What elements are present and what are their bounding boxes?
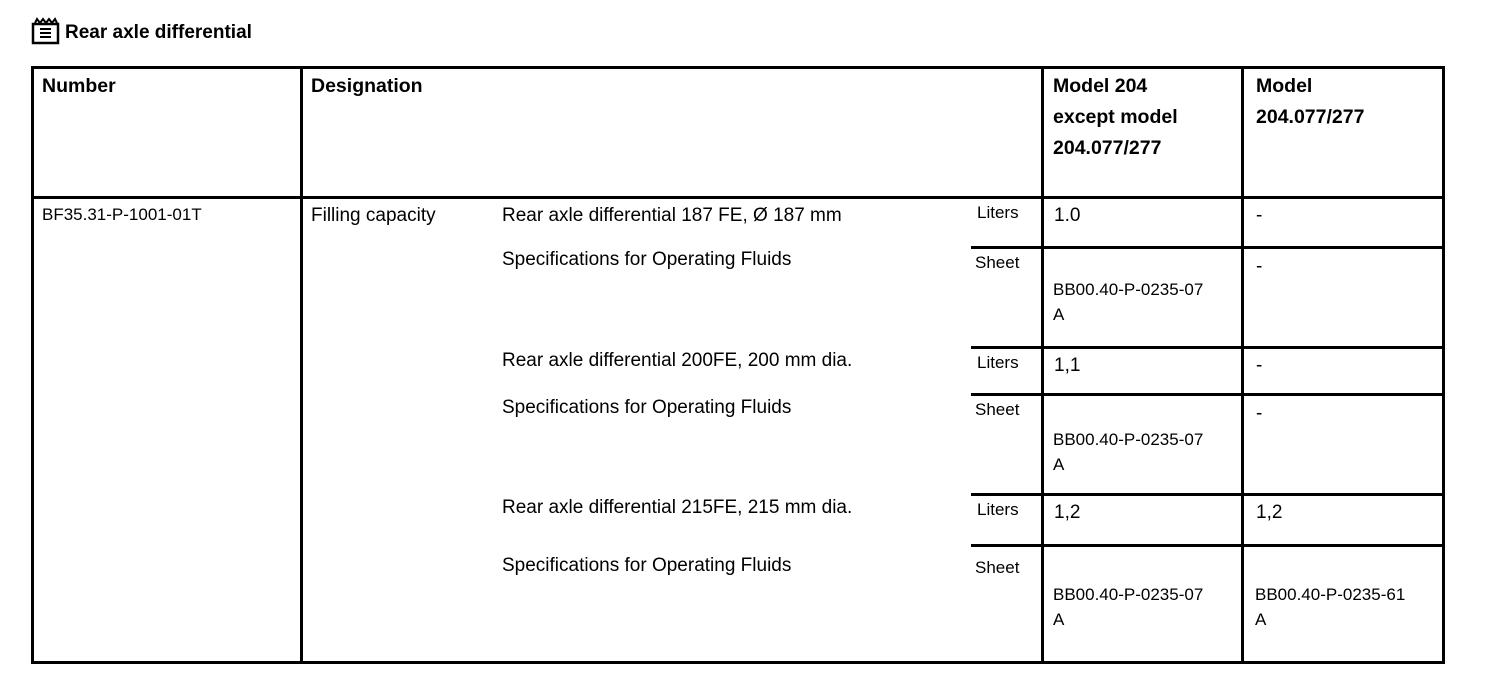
header-number: Number xyxy=(42,75,116,97)
row-description: Rear axle differential 187 FE, Ø 187 mm xyxy=(502,205,842,226)
row-divider xyxy=(971,544,1442,547)
header-model-b-line2: 204.077/277 xyxy=(1256,106,1365,128)
row-description: Specifications for Operating Fluids xyxy=(502,555,792,576)
row-divider xyxy=(971,346,1442,349)
part-number: BF35.31-P-1001-01T xyxy=(42,205,202,224)
row-model-b-value: - xyxy=(1256,256,1263,277)
designation: Filling capacity xyxy=(311,205,436,226)
header-model-b-line1: Model xyxy=(1256,75,1313,97)
section-title-text: Rear axle differential xyxy=(65,22,252,43)
row-unit: Sheet xyxy=(975,400,1020,419)
row-model-b-value: - xyxy=(1256,205,1263,226)
column-divider xyxy=(1041,69,1044,661)
row-model-b-sheet: BB00.40-P-0235-61 xyxy=(1255,585,1406,604)
row-model-a-value: 1.0 xyxy=(1054,205,1081,226)
column-divider xyxy=(300,69,303,661)
header-model-a-line3: 204.077/277 xyxy=(1053,137,1162,159)
row-unit: Sheet xyxy=(975,253,1020,272)
row-model-b-value: 1,2 xyxy=(1256,502,1283,523)
row-unit: Sheet xyxy=(975,558,1020,577)
row-description: Specifications for Operating Fluids xyxy=(502,397,792,418)
header-model-a-line1: Model 204 xyxy=(1053,75,1148,97)
row-model-a-value: 1,1 xyxy=(1054,355,1081,376)
section-title xyxy=(31,16,252,46)
header-divider xyxy=(34,196,1442,199)
row-unit: Liters xyxy=(977,203,1019,222)
row-description: Specifications for Operating Fluids xyxy=(502,249,792,270)
row-model-b-sheet-suffix: A xyxy=(1255,610,1267,629)
column-divider xyxy=(1241,69,1244,661)
manual-document-icon xyxy=(31,17,63,45)
row-description: Rear axle differential 215FE, 215 mm dia. xyxy=(502,497,853,518)
row-model-b-value: - xyxy=(1256,355,1263,376)
row-model-b-value: - xyxy=(1256,403,1263,424)
header-designation: Designation xyxy=(311,75,423,97)
row-unit: Liters xyxy=(977,500,1019,519)
row-description: Rear axle differential 200FE, 200 mm dia. xyxy=(502,350,853,371)
row-model-a-sheet-suffix: A xyxy=(1053,305,1065,324)
header-model-a-line2: except model xyxy=(1053,106,1178,128)
row-model-a-sheet: BB00.40-P-0235-07 xyxy=(1053,585,1204,604)
row-unit: Liters xyxy=(977,353,1019,372)
row-model-a-sheet: BB00.40-P-0235-07 xyxy=(1053,430,1204,449)
row-model-a-sheet: BB00.40-P-0235-07 xyxy=(1053,280,1204,299)
row-model-a-sheet-suffix: A xyxy=(1053,610,1065,629)
row-divider xyxy=(971,493,1442,496)
row-model-a-sheet-suffix: A xyxy=(1053,455,1065,474)
row-divider xyxy=(971,393,1442,396)
row-model-a-value: 1,2 xyxy=(1054,502,1081,523)
row-divider xyxy=(971,246,1442,249)
filling-capacity-table xyxy=(31,66,1445,664)
